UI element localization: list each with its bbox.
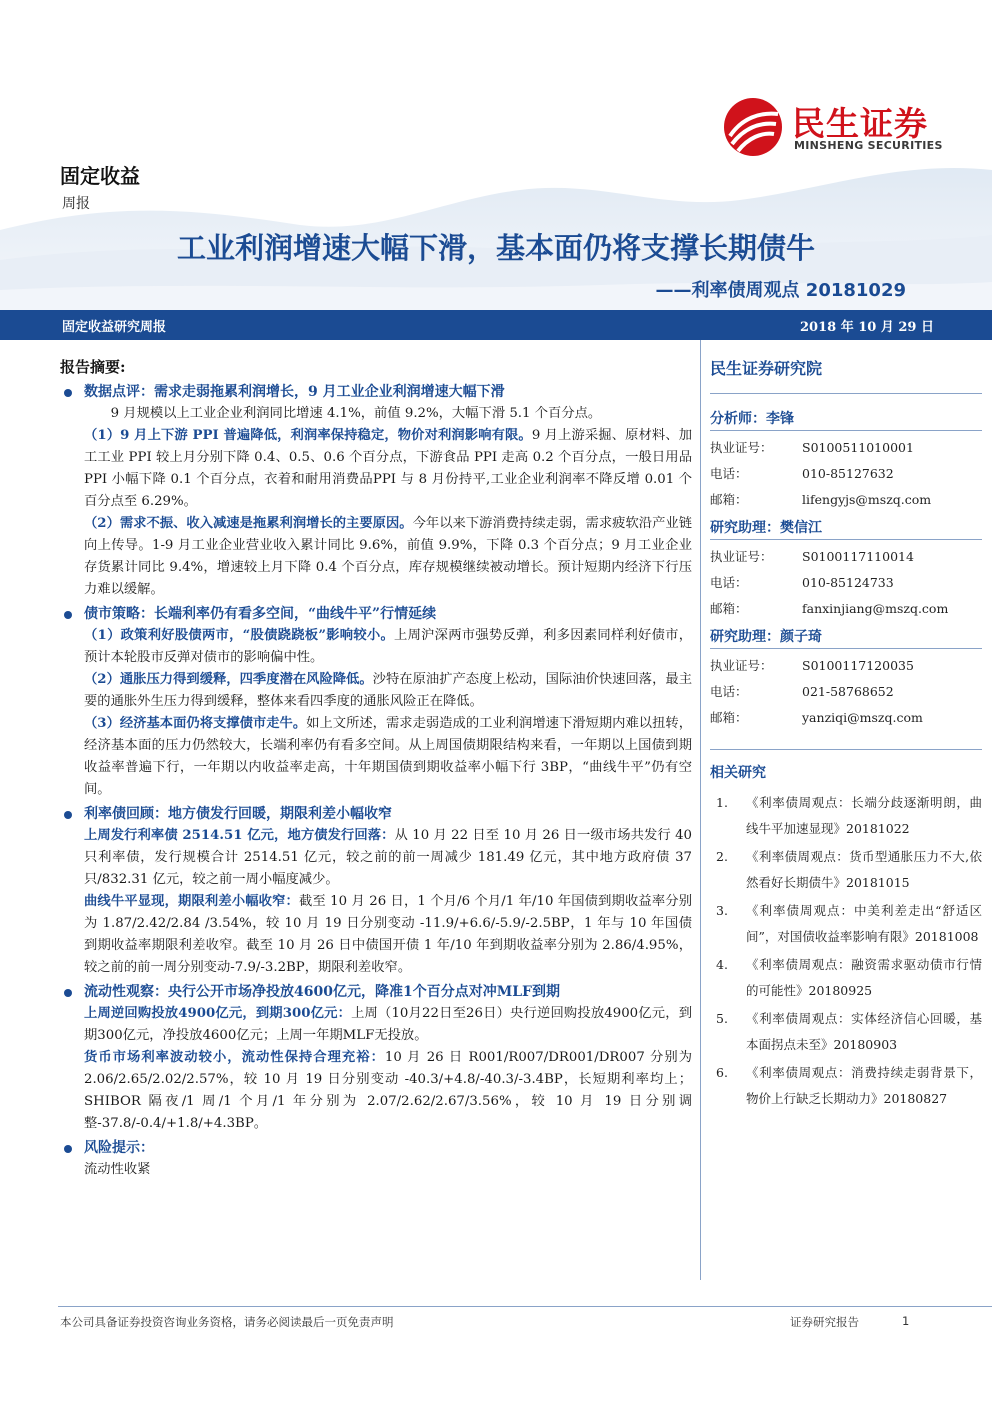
paragraph-text: 上周沪深两市强势反弹，利多因素同样利好债市，预计本轮股市反弹对债市的影响偏中性。 xyxy=(84,628,692,665)
page-number: 1 xyxy=(902,1314,910,1328)
report-title: 工业利润增速大幅下滑，基本面仍将支撑长期债牛 xyxy=(176,231,815,265)
paragraph-highlight: （2）需求不振、收入减速是拖累利润增长的主要原因。 xyxy=(84,516,413,531)
section-heading: 债市策略：长端利率仍有看多空间，“曲线牛平”行情延续 xyxy=(84,606,437,622)
contact-value[interactable]: fanxinjiang@mszq.com xyxy=(802,601,949,616)
related-research-text: 《利率债周观点：货币型通胀压力不大,依然看好长期债牛》20181015 xyxy=(746,849,982,890)
analyst-contact-row xyxy=(710,487,982,513)
bullet-icon xyxy=(64,811,72,819)
bullet-icon xyxy=(64,389,72,397)
paragraph-highlight: 曲线牛平显现，期限利差小幅收窄： xyxy=(84,894,299,909)
item-number: 1. xyxy=(716,795,728,810)
bullet-icon xyxy=(64,1145,72,1153)
abstract-title: 报告摘要: xyxy=(60,358,126,376)
analyst-card xyxy=(710,517,982,622)
related-research-item xyxy=(710,952,982,1004)
related-research-item xyxy=(710,1006,982,1058)
contact-label: 执业证号： xyxy=(710,440,773,455)
report-category: 固定收益 xyxy=(60,164,140,188)
analyst-contact-row xyxy=(710,435,982,461)
section-paragraph xyxy=(84,713,692,801)
contact-value: S0100117120035 xyxy=(802,658,914,673)
bullet-icon xyxy=(64,611,72,619)
contact-value: 021-58768652 xyxy=(802,684,894,699)
paragraph-text: 从 10 月 22 日至 10 月 26 日一级市场共发行 40 只利率债，发行规模合计 2514.51 亿元，较之前的前一周减少 181.49 亿元，其中地方政府债 37 只/832.31 亿元，较之前一周小幅度减少。 xyxy=(84,828,692,887)
abstract-section xyxy=(60,1137,692,1181)
analyst-contact-row xyxy=(710,679,982,705)
analyst-name: 研究助理：颜子琦 xyxy=(710,626,982,649)
section-heading: 数据点评：需求走弱拖累利润增长，9 月工业企业利润增速大幅下滑 xyxy=(84,384,505,400)
contact-value: 010-85124733 xyxy=(802,575,894,590)
related-research-text: 《利率债周观点：长端分歧逐渐明朗，曲线牛平加速显现》20181022 xyxy=(746,795,982,836)
item-number: 6. xyxy=(716,1065,728,1080)
abstract-column xyxy=(60,356,692,1181)
analyst-card xyxy=(710,408,982,513)
paragraph-highlight: （1）政策利好股债两市，“股债跷跷板”影响较小。 xyxy=(84,628,395,643)
paragraph-text: 10 月 26 日 R001/R007/DR001/DR007 分别为 2.06/2.65/2.02/2.57%，较 10 月 19 日分别变动 -40.3/+4.8/-40.3/-3.4BP，长短期利率均上；SHIBOR 隔夜/1 周/1 个月/1 年分别为 2.07/2.62/2.67/3.56%，较 10 月 19 日分别调整-37.8/-0.4/+1.8/+4.3BP。 xyxy=(84,1050,692,1131)
section-paragraph xyxy=(84,425,692,513)
paragraph-text: 9 月上游采掘、原材料、加工工业 PPI 较上月分别下降 0.4、0.5、0.6 个百分点，下游食品 PPI 走高 0.2 个百分点，一般日用品 PPI 小幅下降 0.1 个百分点，衣着和耐用消费品PPI 与 8 月份持平,工业企业利润率不降反增 0.01 个百分点至 6.29%。 xyxy=(84,428,693,509)
paragraph-highlight: 货币市场利率波动较小，流动性保持合理充裕： xyxy=(84,1050,385,1065)
paragraph-highlight: （3）经济基本面仍将支撑债市走牛。 xyxy=(84,716,307,731)
paragraph-highlight: 上周发行利率债 2514.51 亿元，地方债发行回落： xyxy=(84,828,395,843)
report-doc-type: 周报 xyxy=(62,196,90,212)
abstract-section xyxy=(60,603,692,801)
contact-label: 执业证号： xyxy=(710,549,773,564)
paragraph-text: 9 月规模以上工业企业利润同比增速 4.1%，前值 9.2%，大幅下滑 5.1 个百分点。 xyxy=(110,406,602,421)
section-heading: 风险提示： xyxy=(84,1140,154,1156)
contact-value: 010-85127632 xyxy=(802,466,894,481)
analyst-contact-row xyxy=(710,570,982,596)
report-subtitle: ——利率债周观点 20181029 xyxy=(655,280,906,301)
contact-value: S0100117110014 xyxy=(802,549,914,564)
column-divider xyxy=(700,340,701,1280)
report-date: 2018 年 10 月 29 日 xyxy=(800,320,934,335)
contact-label: 邮箱： xyxy=(710,601,748,616)
paragraph-highlight: 上周逆回购投放4900亿元，到期300亿元： xyxy=(84,1006,352,1021)
minsheng-logo-icon xyxy=(722,96,784,158)
contact-label: 邮箱： xyxy=(710,710,748,725)
section-paragraph xyxy=(84,403,692,425)
contact-label: 电话： xyxy=(710,684,748,699)
brand-name-en: MINSHENG SECURITIES xyxy=(794,139,943,152)
item-number: 5. xyxy=(716,1011,728,1026)
section-paragraph xyxy=(84,825,692,891)
paragraph-text: 沙特在原油扩产态度上松动，国际油价快速回落，最主要的通胀外生压力得到缓释，整体来看四季度的通胀风险正在降低。 xyxy=(84,672,692,709)
band-label: 固定收益研究周报 xyxy=(62,320,167,335)
contact-label: 邮箱： xyxy=(710,492,748,507)
contact-value[interactable]: lifengyjs@mszq.com xyxy=(802,492,932,507)
paragraph-text: 流动性收紧 xyxy=(84,1162,151,1177)
footer-report-type: 证券研究报告 xyxy=(790,1315,859,1329)
section-paragraph xyxy=(84,1003,692,1047)
analyst-card xyxy=(710,626,982,731)
related-research-item xyxy=(710,790,982,842)
related-research-text: 《利率债周观点：中美利差走出“舒适区间”，对国债收益率影响有限》20181008 xyxy=(746,903,982,944)
paragraph-highlight: （1）9 月上下游 PPI 普遍降低，利润率保持稳定，物价对利润影响有限。 xyxy=(84,428,532,443)
paragraph-text: 今年以来下游消费持续走弱，需求疲软沿产业链向上传导。1-9 月工业企业营业收入累计同比 9.6%，前值 9.9%，下降 0.3 个百分点；9 月工业企业存货累计同比 9.4%，增速较上月下降 0.4 个百分点，库存规模继续被动增长。预计短期内经济下行压力难以缓解。 xyxy=(84,516,692,597)
analyst-name: 分析师：李锋 xyxy=(710,408,982,431)
contact-value[interactable]: yanziqi@mszq.com xyxy=(802,710,923,725)
analyst-contact-row xyxy=(710,461,982,487)
analyst-list xyxy=(710,408,982,731)
sidebar xyxy=(710,356,982,1112)
abstract-section xyxy=(60,381,692,601)
related-research-item xyxy=(710,844,982,896)
contact-label: 电话： xyxy=(710,466,748,481)
footer-divider xyxy=(58,1306,992,1307)
related-research-text: 《利率债周观点：实体经济信心回暖，基本面拐点未至》20180903 xyxy=(746,1011,982,1052)
paragraph-highlight: （2）通胀压力得到缓释，四季度潜在风险降低。 xyxy=(84,672,373,687)
item-number: 2. xyxy=(716,849,728,864)
section-paragraph xyxy=(84,891,692,979)
footer-disclaimer: 本公司具备证券投资咨询业务资格，请务必阅读最后一页免责声明 xyxy=(60,1315,394,1329)
section-paragraph xyxy=(84,1159,692,1181)
section-heading: 流动性观察：央行公开市场净投放4600亿元，降准1个百分点对冲MLF到期 xyxy=(84,984,560,1000)
analyst-contact-row xyxy=(710,705,982,731)
section-paragraph xyxy=(84,513,692,601)
related-research-title: 相关研究 xyxy=(710,749,982,788)
brand-name-cn: 民生证券 xyxy=(792,104,928,143)
related-research-text: 《利率债周观点：消费持续走弱背景下，物价上行缺乏长期动力》20180827 xyxy=(746,1065,982,1106)
contact-value: S0100511010001 xyxy=(802,440,914,455)
paragraph-text: 截至 10 月 26 日，1 个月/6 个月/1 年/10 年国债到期收益率分别为 1.87/2.42/2.84 /3.54%，较 10 月 19 日分别变动 -11.9/+6.6/-5.9/-2.5BP，1 年与 10 年国债到期收益率期限利差收窄。截至 10 月 26 日中债国开债 1 年/10 年到期收益率分别为 2.86/4.95%，较之前的前一周分别变动-7.9/-3.2BP，期限利差收窄。 xyxy=(84,894,692,975)
analyst-contact-row xyxy=(710,544,982,570)
bullet-icon xyxy=(64,989,72,997)
brand-logo xyxy=(722,96,952,158)
abstract-section xyxy=(60,981,692,1135)
related-research-list xyxy=(710,790,982,1112)
institute-name: 民生证券研究院 xyxy=(710,356,982,394)
section-paragraph xyxy=(84,669,692,713)
analyst-name: 研究助理：樊信江 xyxy=(710,517,982,540)
paragraph-text: 上周（10月22日至26日）央行逆回购投放4900亿元，到期300亿元，净投放4600亿元；上周一年期MLF无投放。 xyxy=(84,1006,693,1043)
section-paragraph xyxy=(84,1047,692,1135)
paragraph-text: 如上文所述，需求走弱造成的工业利润增速下滑短期内难以扭转，经济基本面的压力仍然较大，长端利率仍有看多空间。从上周国债期限结构来看，一年期以上国债到期收益率普遍下行，一年期以内收益率走高，十年期国债到期收益率小幅下行 3BP，“曲线牛平”仍有空间。 xyxy=(84,716,692,797)
abstract-sections xyxy=(60,381,692,1181)
item-number: 3. xyxy=(716,903,728,918)
contact-label: 执业证号： xyxy=(710,658,773,673)
related-research-text: 《利率债周观点：融资需求驱动债市行情的可能性》20180925 xyxy=(746,957,982,998)
analyst-contact-row xyxy=(710,653,982,679)
item-number: 4. xyxy=(716,957,728,972)
section-heading: 利率债回顾：地方债发行回暖，期限利差小幅收窄 xyxy=(84,806,392,822)
header-band xyxy=(0,310,992,340)
contact-label: 电话： xyxy=(710,575,748,590)
analyst-contact-row xyxy=(710,596,982,622)
abstract-section xyxy=(60,803,692,979)
section-paragraph xyxy=(84,625,692,669)
related-research-item xyxy=(710,898,982,950)
related-research-item xyxy=(710,1060,982,1112)
